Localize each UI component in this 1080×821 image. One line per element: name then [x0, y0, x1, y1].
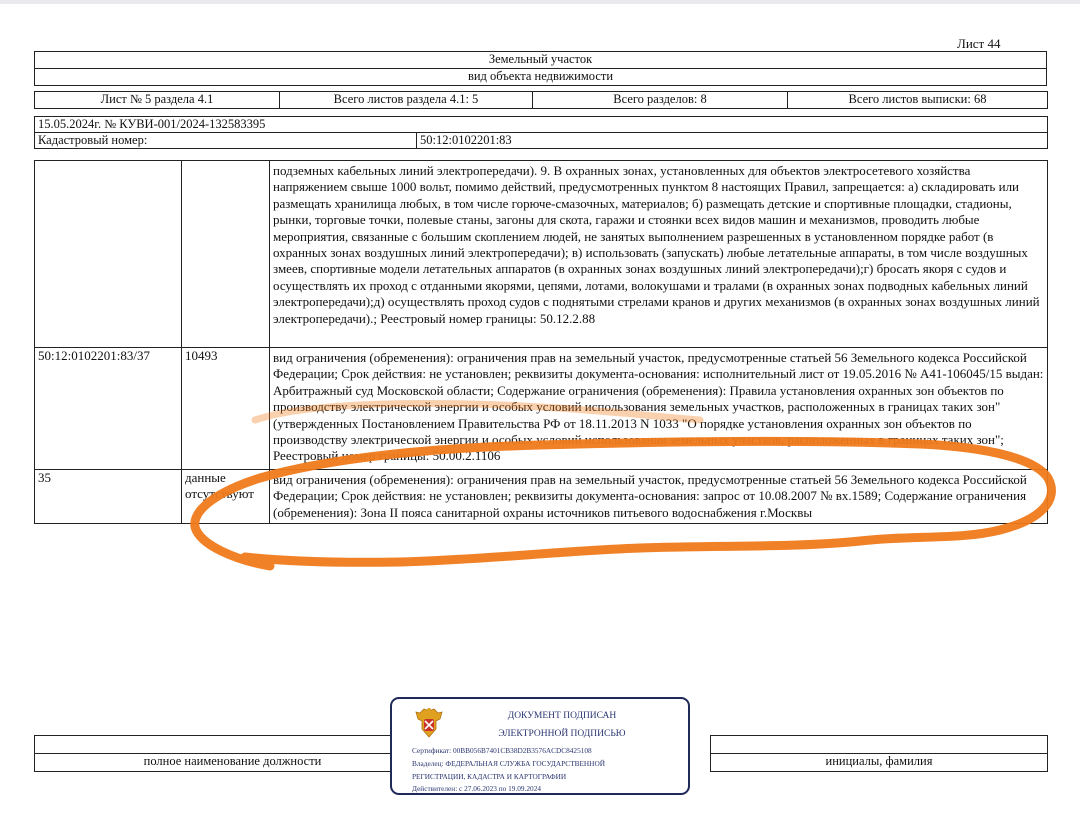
- stamp-valid: Действителен: с 27.06.2023 по 19.09.2024: [412, 784, 541, 793]
- name-label: инициалы, фамилия: [711, 754, 1048, 772]
- date-number: 15.05.2024г. № КУВИ-001/2024-132583395: [35, 117, 1048, 133]
- cadastral-label: Кадастровый номер:: [35, 133, 417, 149]
- sheet-number: Лист 44: [957, 36, 1001, 51]
- cadastral-value: 50:12:0102201:83: [417, 133, 1048, 149]
- row-number: 50:12:0102201:83/37: [35, 348, 182, 470]
- table-row: [35, 161, 1048, 348]
- position-label: полное наименование должности: [35, 754, 431, 772]
- row-text: подземных кабельных линий электропередачи). 9. В охранных зонах, установленных для объектов электросетевого хозяйства напряжением свыше 1000 вольт, помимо действий, предусмотренных пунктом 8 настоящих Правил, запрещается: а) складировать или размещать хранилища любых, в том числе горюче-смазочных, материалов; б) размещать детские и спортивные площадки, стадионы, рынки, торговые точки, полевые станы, загоны для скота, гаражи и стоянки всех видов машин и механизмов, проводить любые мероприятия, связанные с большим скоплением людей, не занятых выполнением разрешенных в установленном порядке работ (в охранных зонах воздушных линий электропередачи); в) использовать (запускать) любые летательные аппараты, в том числе воздушных змеев, спортивные модели летательных аппаратов (в охранных зонах воздушных линий электропередачи);г) бросать якоря с судов и осуществлять их проход с отданными якорями, цепями, лотами, волокушами и тралами (в охранных зонах подводных кабельных линий электропередачи);д) осуществлять проход судов с поднятыми стрелами кранов и других механизмов (в охранных зонах воздушных линий электропередачи).; Реестровый номер границы: 50.12.2.88: [270, 161, 1048, 348]
- stamp-owner-1: Владелец: ФЕДЕРАЛЬНАЯ СЛУЖБА ГОСУДАРСТВЕННОЙ: [412, 759, 605, 768]
- extract-sheets-total: Всего листов выписки: 68: [788, 92, 1048, 109]
- row-area: 10493: [182, 348, 270, 470]
- row-text: вид ограничения (обременения): ограничения прав на земельный участок, предусмотренные статьей 56 Земельного кодекса Российской Федерации; Срок действия: не установлен; реквизиты документа-основания: исполнительный лист от 19.05.2016 № А41-106045/15 выдан: Арбитражный суд Московской области; Содержание ограничения (обременения): Правила установления охранных зон объектов по производству электрической энергии и особых условий использования земельных участков, расположенных в границах таких зон" (утвержденных Постановлением Правительства РФ от 18.11.2013 N 1033 "О порядке установления охранных зон объектов по производству электрической энергии и особых условий использования земельных участков, расположенных в границах таких зон"; Реестровый номер границы: 50.00.2.1106: [270, 348, 1048, 470]
- header-table: [34, 51, 1047, 86]
- sections-total: Всего разделов: 8: [533, 92, 788, 109]
- table-row: [35, 470, 1048, 524]
- section-sheets-total: Всего листов раздела 4.1: 5: [280, 92, 533, 109]
- restrictions-table: [34, 160, 1048, 524]
- stamp-certificate: Сертификат: 00BB056B7401CB38D2B3576ACDC8425108: [412, 746, 592, 755]
- stamp-title-1: ДОКУМЕНТ ПОДПИСАН: [507, 711, 617, 721]
- meta-table: [34, 116, 1048, 149]
- top-bar: [0, 0, 1080, 4]
- row-area: [182, 161, 270, 348]
- row-number: [35, 161, 182, 348]
- eagle-emblem-icon: [414, 707, 444, 741]
- signature-stamp: [390, 697, 690, 795]
- row-text: вид ограничения (обременения): ограничения прав на земельный участок, предусмотренные статьей 56 Земельного кодекса Российской Федерации; Срок действия: не установлен; реквизиты документа-основания: запрос от 10.08.2007 № вх.1589; Содержание ограничения (обременения): Зона II пояса санитарной охраны источников питьевого водоснабжения г.Москвы: [270, 470, 1048, 524]
- row-area: данные отсутствуют: [182, 470, 270, 524]
- stamp-owner-2: РЕГИСТРАЦИИ, КАДАСТРА И КАРТОГРАФИИ: [412, 772, 567, 781]
- object-type: Земельный участок: [35, 52, 1047, 69]
- table-row: [35, 348, 1048, 470]
- stamp-title-2: ЭЛЕКТРОННОЙ ПОДПИСЬЮ: [498, 729, 626, 739]
- sheet-of-section: Лист № 5 раздела 4.1: [35, 92, 280, 109]
- row-number: 35: [35, 470, 182, 524]
- object-kind: вид объекта недвижимости: [35, 69, 1047, 86]
- info-row-table: [34, 91, 1048, 109]
